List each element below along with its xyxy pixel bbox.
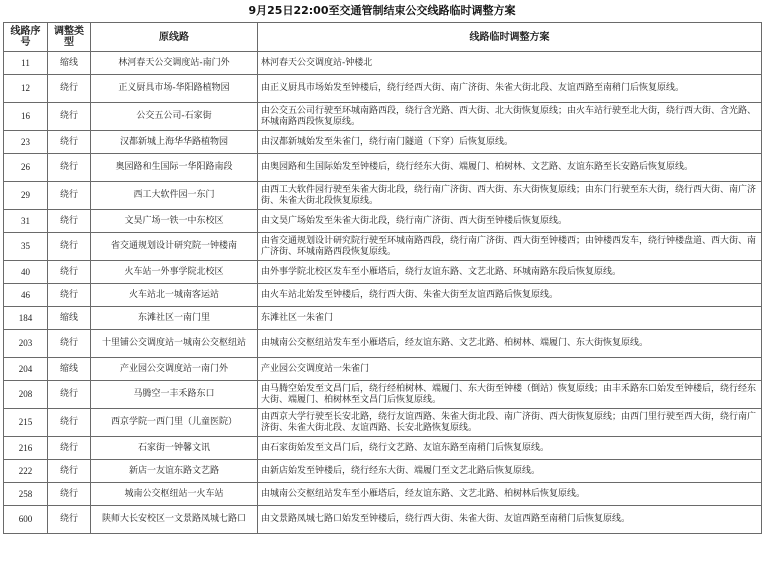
adjust-type: 绕行 [48,75,91,103]
line-no: 16 [4,103,48,131]
line-no: 204 [4,358,48,381]
original-route: 文昊广场一铁一中东校区 [91,210,258,233]
line-no: 23 [4,131,48,154]
table-row [4,483,762,506]
original-route: 正义厨具市场-华阳路植物园 [91,75,258,103]
adjust-type: 绕行 [48,233,91,261]
adjust-type: 绕行 [48,483,91,506]
adjust-plan: 由西京大学行驶至长安北路，绕行友谊西路、朱雀大街北段、南广济街、西大街恢复原线；由西门里行驶至西大街，绕行南广济街、朱雀大街北段、友谊西路、长安北路恢复原线。 [258,409,762,437]
adjust-plan: 由公交五公司行驶至环城南路西段，绕行含光路、西大街、北大街恢复原线；由火车站行驶至北大街，绕行西大街、含光路、环城南路西段恢复原线。 [258,103,762,131]
original-route: 石家街一钟馨文讯 [91,437,258,460]
table-row [4,210,762,233]
adjust-plan: 由文昊广场始发至朱雀大街北段，绕行南广济街、西大街至钟楼后恢复原线。 [258,210,762,233]
adjust-plan: 由奥园路和生国际始发至钟楼后，绕行经东大街、端履门、柏树林、文艺路、友谊东路至长安路后恢复原线。 [258,154,762,182]
adjust-plan: 由新店始发至钟楼后，绕行经东大街、端履门至文艺北路后恢复原线。 [258,460,762,483]
original-route: 火车站一外事学院北校区 [91,261,258,284]
original-route: 西京学院一西门里（儿童医院） [91,409,258,437]
table-row [4,131,762,154]
table-row [4,381,762,409]
table-row [4,261,762,284]
table-row [4,284,762,307]
line-no: 40 [4,261,48,284]
line-no: 29 [4,182,48,210]
adjust-type: 缩线 [48,358,91,381]
table-row [4,233,762,261]
adjust-plan: 由火车站北始发至钟楼后，绕行西大街、朱雀大街至友谊西路后恢复原线。 [258,284,762,307]
line-no: 600 [4,506,48,534]
line-no: 35 [4,233,48,261]
line-no: 46 [4,284,48,307]
adjust-plan: 由石家街始发至文昌门后，绕行文艺路、友谊东路至南稍门后恢复原线。 [258,437,762,460]
header-line-no: 线路序号 [4,23,48,52]
adjust-type: 绕行 [48,409,91,437]
table-row [4,330,762,358]
adjust-plan: 由外事学院北校区发车至小雁塔后，绕行友谊东路、文艺北路、环城南路东段后恢复原线。 [258,261,762,284]
adjust-type: 缩线 [48,52,91,75]
adjust-type: 绕行 [48,381,91,409]
original-route: 产业园公交调度站一南门外 [91,358,258,381]
adjust-plan: 由马腾空始发至文昌门后，绕行经柏树林、端履门、东大街至钟楼（倒站）恢复原线；由丰禾路东口始发至钟楼后，绕行经东大街、端履门、柏树林至文昌门后恢复原线。 [258,381,762,409]
table-row [4,437,762,460]
original-route: 汉都新城上海华华路植物园 [91,131,258,154]
table-row [4,52,762,75]
original-route: 奥园路和生国际一华阳路南段 [91,154,258,182]
line-no: 203 [4,330,48,358]
adjust-type: 绕行 [48,131,91,154]
table-row [4,75,762,103]
adjust-plan: 由汉都新城始发至朱雀门，绕行南门隧道（下穿）后恢复原线。 [258,131,762,154]
line-no: 215 [4,409,48,437]
line-no: 208 [4,381,48,409]
header-original: 原线路 [91,23,258,52]
adjust-plan: 由城南公交枢纽站发车至小雁塔后，经友谊东路、文艺北路、柏树林后恢复原线。 [258,483,762,506]
adjust-plan: 东滩社区一朱雀门 [258,307,762,330]
adjust-type: 绕行 [48,506,91,534]
line-no: 216 [4,437,48,460]
original-route: 西工大软件园一东门 [91,182,258,210]
original-route: 城南公交枢纽站一火车站 [91,483,258,506]
adjust-plan: 产业园公交调度站一朱雀门 [258,358,762,381]
line-no: 12 [4,75,48,103]
table-row [4,154,762,182]
adjust-type: 绕行 [48,182,91,210]
line-no: 11 [4,52,48,75]
page-title: 9月25日22:00至交通管制结束公交线路临时调整方案 [248,4,516,17]
adjust-type: 绕行 [48,261,91,284]
table-row [4,409,762,437]
table-row [4,182,762,210]
adjustment-table [3,22,762,534]
original-route: 陕师大长安校区一文景路凤城七路口 [91,506,258,534]
table-row [4,506,762,534]
original-route: 火车站北一城南客运站 [91,284,258,307]
adjust-type: 缩线 [48,307,91,330]
adjust-type: 绕行 [48,103,91,131]
adjust-type: 绕行 [48,437,91,460]
adjust-plan: 由省交通规划设计研究院行驶至环城南路西段，绕行南广济街、西大街至钟楼西；由钟楼西发车，绕行钟楼盘道、西大街、南广济街、环城南路西段恢复原线。 [258,233,762,261]
header-plan: 线路临时调整方案 [258,23,762,52]
header-type: 调整类型 [48,23,91,52]
adjust-type: 绕行 [48,460,91,483]
table-row [4,307,762,330]
adjust-plan: 由正义厨具市场始发至钟楼后，绕行经西大街、南广济街、朱雀大街北段、友谊西路至南稍门后恢复原线。 [258,75,762,103]
original-route: 公交五公司-石家街 [91,103,258,131]
adjust-plan: 由城南公交枢纽站发车至小雁塔后，经友谊东路、文艺北路、柏树林、端履门、东大街恢复原线。 [258,330,762,358]
adjust-type: 绕行 [48,210,91,233]
line-no: 184 [4,307,48,330]
original-route: 省交通规划设计研究院一钟楼南 [91,233,258,261]
adjust-plan: 由西工大软件园行驶至朱雀大街北段，绕行南广济街、西大街、东大街恢复原线；由东门行驶至东大街，绕行西大街、南广济街、朱雀大街北段恢复原线。 [258,182,762,210]
line-no: 31 [4,210,48,233]
line-no: 258 [4,483,48,506]
original-route: 东滩社区一南门里 [91,307,258,330]
adjust-plan: 由文景路凤城七路口始发至钟楼后，绕行西大街、朱雀大街、友谊西路至南稍门后恢复原线。 [258,506,762,534]
adjust-type: 绕行 [48,284,91,307]
table-row [4,358,762,381]
table-row [4,103,762,131]
original-route: 新店一友谊东路文艺路 [91,460,258,483]
line-no: 222 [4,460,48,483]
line-no: 26 [4,154,48,182]
table-header-row [4,23,762,52]
original-route: 十里铺公交调度站一城南公交枢纽站 [91,330,258,358]
adjust-type: 绕行 [48,330,91,358]
table-row [4,460,762,483]
adjust-plan: 林河春天公交调度站-钟楼北 [258,52,762,75]
adjust-type: 绕行 [48,154,91,182]
original-route: 马腾空一丰禾路东口 [91,381,258,409]
original-route: 林河春天公交调度站-南门外 [91,52,258,75]
